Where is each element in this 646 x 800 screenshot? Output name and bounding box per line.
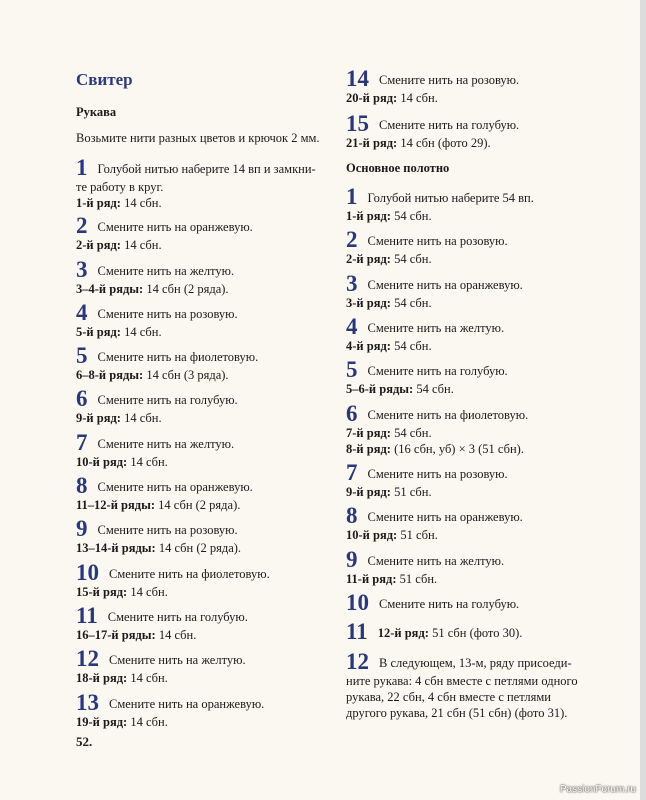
- row-label: 18-й ряд:: [76, 671, 128, 685]
- row-label: 19-й ряд:: [76, 715, 128, 729]
- row-value: 14 сбн (3 ряда).: [146, 368, 229, 382]
- sleeve-step: [76, 345, 326, 383]
- row-label: 1-й ряд:: [76, 196, 121, 210]
- step-instruction: Смените нить на желтую.: [367, 554, 505, 568]
- row-label: 5–6-й ряды:: [346, 382, 414, 396]
- sleeve-step: [76, 157, 326, 211]
- row-value: 54 сбн.: [394, 296, 432, 310]
- row-value: 51 сбн.: [394, 485, 432, 499]
- step-number: 1: [346, 184, 358, 209]
- step-instruction: Смените нить на розовую.: [367, 234, 508, 248]
- step-instruction: Смените нить на розовую.: [97, 307, 238, 321]
- row-value: 14 сбн.: [124, 325, 162, 339]
- step-instruction: Смените нить на оранжевую.: [97, 480, 253, 494]
- row-value: 54 сбн.: [394, 252, 432, 266]
- watermark: PassionForum.ru: [559, 784, 636, 795]
- row-label: 7-й ряд:: [346, 426, 391, 440]
- row-value: 14 сбн.: [124, 196, 162, 210]
- step-number: 9: [346, 547, 358, 572]
- step-instruction: Смените нить на желтую.: [97, 437, 235, 451]
- step-number: 13: [76, 690, 99, 715]
- step-instruction: Смените нить на голубую.: [97, 393, 238, 407]
- step-instruction: Смените нить на фиолетовую.: [109, 567, 270, 581]
- body-step: [346, 186, 606, 224]
- row-label: 16–17-й ряды:: [76, 628, 156, 642]
- row-label: 21-й ряд:: [346, 136, 398, 150]
- step-number: 8: [76, 473, 88, 498]
- step-instruction: Голубой нитью наберите 54 вп.: [367, 191, 534, 205]
- step-instruction-cont: ните рукава: 4 сбн вместе с петлями одного рукава, 22 сбн, 4 сбн вместе с петлями другого рукава, 21 сбн (51 сбн) (фото 31).: [346, 674, 578, 720]
- row-value: 14 сбн (2 ряда).: [158, 541, 242, 555]
- row-value: 14 сбн (фото 29).: [400, 136, 491, 150]
- row-label: 2-й ряд:: [346, 252, 391, 266]
- row-value: 51 сбн.: [399, 572, 438, 586]
- row-value: 54 сбн.: [394, 426, 432, 440]
- sleeve-step: [76, 562, 326, 600]
- step-instruction: Смените нить на розовую.: [379, 73, 520, 87]
- step-number: 3: [346, 271, 358, 296]
- row-label: 13–14-й ряды:: [76, 541, 156, 555]
- step-number: 6: [346, 401, 358, 426]
- step-instruction: Смените нить на розовую.: [97, 523, 238, 537]
- page-edge: [640, 0, 646, 800]
- step-number: 6: [76, 386, 88, 411]
- body-step: [346, 273, 606, 311]
- step-instruction: Смените нить на розовую.: [367, 467, 508, 481]
- step-number: 11: [76, 603, 98, 628]
- row-value: 51 сбн (фото 30).: [432, 626, 523, 640]
- step-instruction: Смените нить на желтую.: [109, 653, 246, 667]
- row-label: 1-й ряд:: [346, 209, 391, 223]
- row-label: 9-й ряд:: [346, 485, 391, 499]
- body-step: [346, 229, 606, 267]
- step-number: 5: [76, 343, 88, 368]
- sleeve-step: [76, 302, 326, 340]
- step-instruction: Смените нить на голубую.: [379, 597, 520, 611]
- row-value: 14 сбн.: [124, 411, 162, 425]
- sleeve-step: [76, 692, 326, 730]
- body-step: [346, 592, 606, 614]
- step-instruction: Смените нить на фиолетовую.: [97, 350, 259, 364]
- step-instruction: Смените нить на голубую.: [379, 118, 520, 132]
- body-step: [346, 621, 606, 643]
- row-label: 10-й ряд:: [76, 455, 128, 469]
- row-value: 14 сбн.: [130, 455, 168, 469]
- step-number: 2: [346, 227, 358, 252]
- step-number: 5: [346, 357, 358, 382]
- sleeve-step: [346, 68, 606, 106]
- step-instruction: Смените нить на голубую.: [367, 364, 508, 378]
- row-value: 14 сбн.: [130, 715, 168, 729]
- sleeve-step: [76, 215, 326, 253]
- step-number: 14: [346, 66, 369, 91]
- intro-text: Возьмите нити разных цветов и крючок 2 мм.: [76, 131, 320, 145]
- body-step: [346, 505, 606, 543]
- row-label: 15-й ряд:: [76, 585, 128, 599]
- row-label: 11–12-й ряды:: [76, 498, 156, 512]
- step-instruction: Смените нить на желтую.: [97, 264, 235, 278]
- body-step: [346, 403, 606, 457]
- sleeve-step: [76, 518, 326, 556]
- step-instruction: Смените нить на желтую.: [367, 321, 505, 335]
- step-number: 10: [346, 590, 369, 615]
- section-heading-body: Основное полотно: [346, 161, 450, 175]
- row-label: 5-й ряд:: [76, 325, 121, 339]
- sleeve-step: [346, 113, 606, 151]
- step-number: 1: [76, 155, 88, 180]
- step-instruction: Смените нить на оранжевую.: [109, 697, 265, 711]
- step-number: 15: [346, 111, 369, 136]
- sleeve-step: [76, 648, 326, 686]
- step-instruction: Голубой нитью наберите 14 вп и замкни-: [97, 162, 316, 176]
- row-value: 54 сбн.: [416, 382, 454, 396]
- row-value: 54 сбн.: [394, 339, 432, 353]
- row-label: 6–8-й ряды:: [76, 368, 144, 382]
- row-value: 14 сбн.: [124, 238, 162, 252]
- row-value: 54 сбн.: [394, 209, 432, 223]
- sleeve-step: [76, 605, 326, 643]
- body-step: [346, 462, 606, 500]
- body-step: [346, 359, 606, 397]
- row-label: 3-й ряд:: [346, 296, 391, 310]
- step-number: 10: [76, 560, 99, 585]
- step-number: 7: [76, 430, 88, 455]
- row-label: 3–4-й ряды:: [76, 282, 144, 296]
- sleeve-step: [76, 432, 326, 470]
- page-title: Свитер: [76, 70, 133, 89]
- row-label: 12-й ряд:: [377, 626, 429, 640]
- step-number: 8: [346, 503, 358, 528]
- step-number: 2: [76, 213, 88, 238]
- row-label: 11-й ряд:: [346, 572, 397, 586]
- step-instruction: Смените нить на фиолетовую.: [367, 408, 529, 422]
- sleeve-step: [76, 388, 326, 426]
- step-number: 12: [76, 646, 99, 671]
- step-number: 11: [346, 619, 368, 644]
- sleeve-step: [76, 475, 326, 513]
- row-label: 4-й ряд:: [346, 339, 391, 353]
- page-number: 52.: [76, 734, 93, 749]
- row-value: 14 сбн.: [158, 628, 197, 642]
- body-step: [346, 549, 606, 587]
- step-instruction: Смените нить на голубую.: [107, 610, 248, 624]
- body-step: [346, 316, 606, 354]
- step-number: 9: [76, 516, 88, 541]
- step-instruction-cont: те работу в круг.: [76, 180, 164, 194]
- row-value: 14 сбн (2 ряда).: [158, 498, 241, 512]
- row-label: 9-й ряд:: [76, 411, 121, 425]
- body-step: [346, 651, 606, 721]
- row-value: 51 сбн.: [400, 528, 438, 542]
- step-instruction: Смените нить на оранжевую.: [367, 510, 523, 524]
- step-instruction: В следующем, 13-м, ряду присоеди-: [379, 656, 572, 670]
- step-number: 4: [346, 314, 358, 339]
- step-number: 12: [346, 649, 369, 674]
- row-value: 14 сбн.: [130, 585, 168, 599]
- row-label: 2-й ряд:: [76, 238, 121, 252]
- row-label: 8-й ряд:: [346, 442, 391, 456]
- row-value: (16 сбн, уб) × 3 (51 сбн).: [394, 442, 524, 456]
- row-value: 14 сбн.: [400, 91, 438, 105]
- row-label: 10-й ряд:: [346, 528, 398, 542]
- step-number: 4: [76, 300, 88, 325]
- section-heading-sleeves: Рукава: [76, 105, 117, 119]
- step-instruction: Смените нить на оранжевую.: [367, 278, 523, 292]
- step-number: 7: [346, 460, 358, 485]
- step-number: 3: [76, 257, 88, 282]
- row-label: 20-й ряд:: [346, 91, 398, 105]
- row-value: 14 сбн (2 ряда).: [146, 282, 229, 296]
- step-instruction: Смените нить на оранжевую.: [97, 220, 253, 234]
- row-value: 14 сбн.: [130, 671, 168, 685]
- sleeve-step: [76, 259, 326, 297]
